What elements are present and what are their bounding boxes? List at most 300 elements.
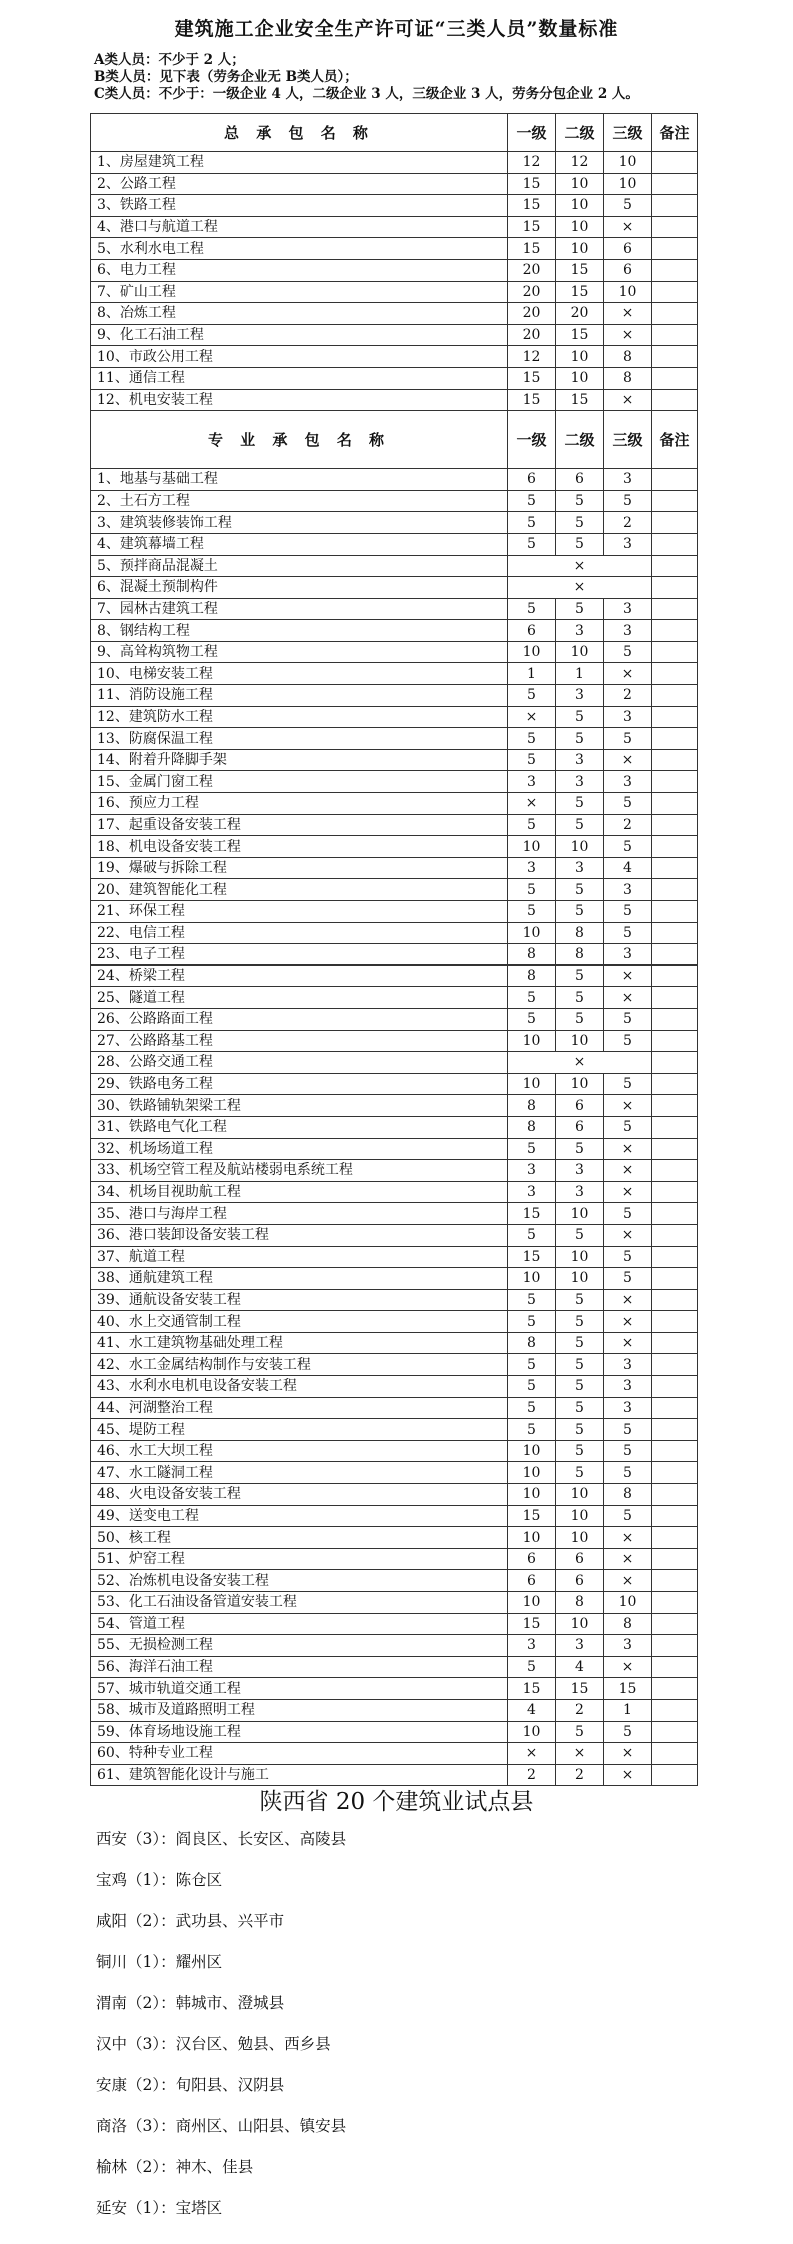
item-name: 17、起重设备安装工程 — [91, 814, 508, 836]
note-cell — [652, 152, 698, 174]
item-name: 5、水利水电工程 — [91, 238, 508, 260]
note-cell — [652, 749, 698, 771]
item-name: 11、消防设施工程 — [91, 685, 508, 707]
grade-1-count: 10 — [508, 836, 556, 858]
grade-1-count: 15 — [508, 238, 556, 260]
table-row — [91, 1592, 698, 1614]
item-name: 61、建筑智能化设计与施工 — [91, 1764, 508, 1786]
grade-3-count: 5 — [604, 641, 652, 663]
table-row — [91, 173, 698, 195]
grade-2-count: 6 — [556, 1570, 604, 1592]
grade-1-count: 5 — [508, 685, 556, 707]
item-name: 30、铁路铺轨架梁工程 — [91, 1095, 508, 1117]
grade-1-count: 10 — [508, 1030, 556, 1052]
county-item: 宝鸡（1）：陈仓区 — [96, 1871, 223, 1889]
item-name: 51、炉窑工程 — [91, 1548, 508, 1570]
item-name: 13、防腐保温工程 — [91, 728, 508, 750]
grade-3-count: × — [604, 663, 652, 685]
grade-3-count: 8 — [604, 1484, 652, 1506]
note-cell — [652, 1721, 698, 1743]
grade-1-count: × — [508, 706, 556, 728]
grade-1-count: 10 — [508, 1462, 556, 1484]
table-row — [91, 1073, 698, 1095]
county-item: 汉中（3）：汉台区、勉县、西乡县 — [96, 2035, 331, 2053]
table-row — [91, 987, 698, 1009]
grade-3-count: 3 — [604, 879, 652, 901]
county-item: 渭南（2）：韩城市、澄城县 — [96, 1994, 285, 2012]
grade-3-count: 5 — [604, 490, 652, 512]
table-row — [91, 1052, 698, 1074]
table-row — [91, 490, 698, 512]
header-grade-2: 二级 — [556, 114, 604, 152]
table-row — [91, 1138, 698, 1160]
item-name: 6、混凝土预制构件 — [91, 577, 508, 599]
table-row — [91, 346, 698, 368]
note-cell — [652, 728, 698, 750]
grade-3-count: 6 — [604, 238, 652, 260]
grade-2-count: × — [556, 1743, 604, 1765]
grade-2-count: 5 — [556, 490, 604, 512]
note-cell — [652, 857, 698, 879]
item-name: 45、堤防工程 — [91, 1419, 508, 1441]
grade-1-count: 5 — [508, 728, 556, 750]
table-row — [91, 1008, 698, 1030]
grade-3-count: × — [604, 303, 652, 325]
grade-3-count: 3 — [604, 706, 652, 728]
grade-2-count: 5 — [556, 1440, 604, 1462]
grade-2-count: 12 — [556, 152, 604, 174]
table-row — [91, 1462, 698, 1484]
grade-1-count: 5 — [508, 1376, 556, 1398]
table-row — [91, 620, 698, 642]
table-row — [91, 1289, 698, 1311]
item-name: 22、电信工程 — [91, 922, 508, 944]
grade-1-count: 8 — [508, 944, 556, 966]
item-name: 57、城市轨道交通工程 — [91, 1678, 508, 1700]
grade-1-count: 15 — [508, 173, 556, 195]
table-row — [91, 324, 698, 346]
grade-1-count: 6 — [508, 1570, 556, 1592]
item-name: 37、航道工程 — [91, 1246, 508, 1268]
table-row — [91, 1354, 698, 1376]
table-row — [91, 1203, 698, 1225]
note-cell — [652, 1073, 698, 1095]
item-name: 10、市政公用工程 — [91, 346, 508, 368]
grade-2-count: 3 — [556, 771, 604, 793]
grade-3-count: × — [604, 965, 652, 987]
table-row — [91, 1311, 698, 1333]
grade-1-count: 5 — [508, 598, 556, 620]
table-row — [91, 965, 698, 987]
grade-2-count: 5 — [556, 879, 604, 901]
note-cell — [652, 281, 698, 303]
note-cell — [652, 922, 698, 944]
table-row — [91, 1699, 698, 1721]
grade-1-count: 3 — [508, 1160, 556, 1182]
grade-3-count: 2 — [604, 814, 652, 836]
header-grade-1: 一级 — [508, 411, 556, 469]
item-name: 2、公路工程 — [91, 173, 508, 195]
grade-2-count: 10 — [556, 195, 604, 217]
item-name: 26、公路路面工程 — [91, 1008, 508, 1030]
grade-2-count: 10 — [556, 346, 604, 368]
header-grade-2: 二级 — [556, 411, 604, 469]
note-cell — [652, 901, 698, 923]
note-cell — [652, 1699, 698, 1721]
note-cell — [652, 1030, 698, 1052]
grade-1-count: 5 — [508, 1008, 556, 1030]
grade-3-count: 5 — [604, 195, 652, 217]
table-row — [91, 512, 698, 534]
grade-2-count: 15 — [556, 1678, 604, 1700]
grade-1-count: 8 — [508, 1095, 556, 1117]
header-grade-3: 三级 — [604, 114, 652, 152]
note-cell — [652, 1419, 698, 1441]
grade-3-count: × — [604, 1332, 652, 1354]
grade-2-count: 5 — [556, 1376, 604, 1398]
table-row — [91, 1095, 698, 1117]
general-contract-header — [91, 114, 698, 152]
grade-2-count: 15 — [556, 324, 604, 346]
grade-3-count: 3 — [604, 1376, 652, 1398]
table-row — [91, 706, 698, 728]
note-cell — [652, 1246, 698, 1268]
grade-2-count: 3 — [556, 857, 604, 879]
table-row — [91, 577, 698, 599]
item-name: 54、管道工程 — [91, 1613, 508, 1635]
grade-1-count: 2 — [508, 1764, 556, 1786]
merged-grade-cell: × — [508, 1052, 652, 1074]
grade-1-count: 5 — [508, 1224, 556, 1246]
grade-3-count: 5 — [604, 1116, 652, 1138]
table-row — [91, 922, 698, 944]
table-row — [91, 1376, 698, 1398]
grade-2-count: 10 — [556, 1203, 604, 1225]
table-row — [91, 685, 698, 707]
grade-1-count: 10 — [508, 1527, 556, 1549]
grade-1-count: 5 — [508, 1289, 556, 1311]
header-note: 备注 — [652, 114, 698, 152]
grade-3-count: 1 — [604, 1699, 652, 1721]
grade-2-count: 5 — [556, 1138, 604, 1160]
general-header-name: 总 承 包 名 称 — [91, 114, 508, 152]
note-cell — [652, 1008, 698, 1030]
grade-2-count: 20 — [556, 303, 604, 325]
item-name: 52、冶炼机电设备安装工程 — [91, 1570, 508, 1592]
item-name: 55、无损检测工程 — [91, 1635, 508, 1657]
item-name: 41、水工建筑物基础处理工程 — [91, 1332, 508, 1354]
note-cell — [652, 663, 698, 685]
item-name: 6、电力工程 — [91, 259, 508, 281]
grade-3-count: 5 — [604, 836, 652, 858]
grade-1-count: 10 — [508, 1484, 556, 1506]
note-cell — [652, 195, 698, 217]
county-item: 铜川（1）：耀州区 — [96, 1953, 223, 1971]
table-row — [91, 1484, 698, 1506]
personnel-requirements — [94, 52, 639, 103]
table-row — [91, 944, 698, 966]
note-cell — [652, 533, 698, 555]
item-name: 7、矿山工程 — [91, 281, 508, 303]
grade-1-count: 5 — [508, 814, 556, 836]
item-name: 31、铁路电气化工程 — [91, 1116, 508, 1138]
note-cell — [652, 303, 698, 325]
grade-3-count: 5 — [604, 728, 652, 750]
grade-1-count: 3 — [508, 1181, 556, 1203]
item-name: 9、化工石油工程 — [91, 324, 508, 346]
grade-1-count: 10 — [508, 1592, 556, 1614]
grade-1-count: 5 — [508, 749, 556, 771]
grade-3-count: × — [604, 1160, 652, 1182]
grade-3-count: 5 — [604, 1268, 652, 1290]
grade-1-count: 15 — [508, 367, 556, 389]
grade-1-count: 3 — [508, 771, 556, 793]
grade-3-count: 3 — [604, 771, 652, 793]
table-row — [91, 1440, 698, 1462]
grade-2-count: 5 — [556, 814, 604, 836]
grade-2-count: 3 — [556, 620, 604, 642]
item-name: 19、爆破与拆除工程 — [91, 857, 508, 879]
item-name: 32、机场场道工程 — [91, 1138, 508, 1160]
note-cell — [652, 1743, 698, 1765]
county-item: 商洛（3）：商州区、山阳县、镇安县 — [96, 2117, 347, 2135]
table-row — [91, 1224, 698, 1246]
merged-grade-cell: × — [508, 577, 652, 599]
grade-3-count: × — [604, 1224, 652, 1246]
item-name: 59、体育场地设施工程 — [91, 1721, 508, 1743]
table-row — [91, 728, 698, 750]
item-name: 48、火电设备安装工程 — [91, 1484, 508, 1506]
note-cell — [652, 577, 698, 599]
table-row — [91, 749, 698, 771]
table-row — [91, 1181, 698, 1203]
table-row — [91, 281, 698, 303]
grade-2-count: 15 — [556, 281, 604, 303]
grade-3-count: × — [604, 1289, 652, 1311]
table-row — [91, 152, 698, 174]
grade-3-count: 3 — [604, 598, 652, 620]
grade-3-count: × — [604, 1656, 652, 1678]
table-row — [91, 857, 698, 879]
note-cell — [652, 1678, 698, 1700]
grade-3-count: × — [604, 324, 652, 346]
grade-3-count: × — [604, 1311, 652, 1333]
note-cell — [652, 259, 698, 281]
table-row — [91, 1505, 698, 1527]
grade-1-count: 12 — [508, 152, 556, 174]
table-row — [91, 879, 698, 901]
grade-1-count: 15 — [508, 1203, 556, 1225]
grade-3-count: 10 — [604, 1592, 652, 1614]
item-name: 8、冶炼工程 — [91, 303, 508, 325]
grade-3-count: 15 — [604, 1678, 652, 1700]
table-row — [91, 1419, 698, 1441]
grade-3-count: 3 — [604, 533, 652, 555]
table-row — [91, 1527, 698, 1549]
grade-1-count: 10 — [508, 1073, 556, 1095]
grade-1-count: 12 — [508, 346, 556, 368]
grade-1-count: 15 — [508, 1505, 556, 1527]
item-name: 50、核工程 — [91, 1527, 508, 1549]
note-cell — [652, 490, 698, 512]
grade-1-count: 5 — [508, 1138, 556, 1160]
grade-2-count: 5 — [556, 512, 604, 534]
grade-1-count: 5 — [508, 987, 556, 1009]
grade-1-count: 10 — [508, 1268, 556, 1290]
grade-3-count: 3 — [604, 620, 652, 642]
table-row — [91, 195, 698, 217]
grade-3-count: 5 — [604, 901, 652, 923]
grade-3-count: 6 — [604, 259, 652, 281]
grade-1-count: 8 — [508, 1116, 556, 1138]
note-cell — [652, 1181, 698, 1203]
note-cell — [652, 389, 698, 411]
note-cell — [652, 1203, 698, 1225]
grade-2-count: 10 — [556, 641, 604, 663]
note-cell — [652, 555, 698, 577]
grade-1-count: 4 — [508, 1699, 556, 1721]
grade-2-count: 8 — [556, 944, 604, 966]
table-row — [91, 1635, 698, 1657]
grade-2-count: 6 — [556, 469, 604, 491]
grade-1-count: 20 — [508, 259, 556, 281]
grade-3-count: 5 — [604, 1462, 652, 1484]
grade-1-count: 1 — [508, 663, 556, 685]
note-cell — [652, 685, 698, 707]
grade-2-count: 5 — [556, 793, 604, 815]
grade-2-count: 15 — [556, 259, 604, 281]
table-row — [91, 1570, 698, 1592]
note-cell — [652, 793, 698, 815]
grade-2-count: 5 — [556, 533, 604, 555]
item-name: 18、机电设备安装工程 — [91, 836, 508, 858]
grade-1-count: 8 — [508, 1332, 556, 1354]
grade-2-count: 10 — [556, 1505, 604, 1527]
grade-2-count: 5 — [556, 728, 604, 750]
table-row — [91, 238, 698, 260]
grade-2-count: 10 — [556, 1268, 604, 1290]
grade-1-count: 6 — [508, 620, 556, 642]
grade-3-count: 2 — [604, 685, 652, 707]
grade-3-count: 10 — [604, 173, 652, 195]
note-cell — [652, 1527, 698, 1549]
pilot-counties-title: 陕西省 20 个建筑业试点县 — [259, 1789, 534, 1815]
item-name: 2、土石方工程 — [91, 490, 508, 512]
grade-3-count: 3 — [604, 944, 652, 966]
table-row — [91, 533, 698, 555]
grade-2-count: 4 — [556, 1656, 604, 1678]
note-cell — [652, 1268, 698, 1290]
grade-3-count: 5 — [604, 922, 652, 944]
grade-2-count: 10 — [556, 367, 604, 389]
grade-2-count: 5 — [556, 1332, 604, 1354]
note-cell — [652, 1613, 698, 1635]
county-item: 西安（3）：阎良区、长安区、高陵县 — [96, 1830, 347, 1848]
grade-1-count: 10 — [508, 1721, 556, 1743]
grade-1-count: 5 — [508, 1397, 556, 1419]
grade-2-count: 5 — [556, 1311, 604, 1333]
grade-3-count: × — [604, 216, 652, 238]
grade-1-count: 20 — [508, 303, 556, 325]
grade-2-count: 5 — [556, 1224, 604, 1246]
item-name: 5、预拌商品混凝土 — [91, 555, 508, 577]
note-cell — [652, 1224, 698, 1246]
item-name: 4、建筑幕墙工程 — [91, 533, 508, 555]
item-name: 34、机场目视助航工程 — [91, 1181, 508, 1203]
grade-2-count: 5 — [556, 901, 604, 923]
item-name: 35、港口与海岸工程 — [91, 1203, 508, 1225]
note-cell — [652, 706, 698, 728]
grade-2-count: 8 — [556, 922, 604, 944]
table-row — [91, 1548, 698, 1570]
grade-1-count: 15 — [508, 1246, 556, 1268]
item-name: 58、城市及道路照明工程 — [91, 1699, 508, 1721]
item-name: 42、水工金属结构制作与安装工程 — [91, 1354, 508, 1376]
grade-3-count: × — [604, 389, 652, 411]
item-name: 4、港口与航道工程 — [91, 216, 508, 238]
grade-1-count: 10 — [508, 641, 556, 663]
item-name: 43、水利水电机电设备安装工程 — [91, 1376, 508, 1398]
note-cell — [652, 1635, 698, 1657]
grade-1-count: 5 — [508, 512, 556, 534]
grade-1-count: 15 — [508, 389, 556, 411]
note-cell — [652, 836, 698, 858]
note-cell — [652, 1440, 698, 1462]
merged-grade-cell: × — [508, 555, 652, 577]
note-cell — [652, 216, 698, 238]
item-name: 21、环保工程 — [91, 901, 508, 923]
grade-3-count: 5 — [604, 1721, 652, 1743]
table-row — [91, 836, 698, 858]
county-item: 延安（1）：宝塔区 — [96, 2199, 223, 2217]
table-row — [91, 216, 698, 238]
note-cell — [652, 1656, 698, 1678]
document-title: 建筑施工企业安全生产许可证“三类人员”数量标准 — [174, 18, 619, 40]
grade-3-count: 5 — [604, 1246, 652, 1268]
note-cell — [652, 1116, 698, 1138]
item-name: 25、隧道工程 — [91, 987, 508, 1009]
grade-3-count: 8 — [604, 1613, 652, 1635]
note-cell — [652, 944, 698, 966]
item-name: 53、化工石油设备管道安装工程 — [91, 1592, 508, 1614]
grade-2-count: 5 — [556, 1289, 604, 1311]
grade-2-count: 8 — [556, 1592, 604, 1614]
note-cell — [652, 1505, 698, 1527]
item-name: 1、地基与基础工程 — [91, 469, 508, 491]
item-name: 29、铁路电务工程 — [91, 1073, 508, 1095]
table-row — [91, 771, 698, 793]
header-grade-1: 一级 — [508, 114, 556, 152]
table-row — [91, 814, 698, 836]
grade-3-count: 10 — [604, 152, 652, 174]
grade-2-count: 10 — [556, 1073, 604, 1095]
grade-3-count: 5 — [604, 1008, 652, 1030]
item-name: 44、河湖整治工程 — [91, 1397, 508, 1419]
item-name: 11、通信工程 — [91, 367, 508, 389]
table-row — [91, 469, 698, 491]
county-item: 榆林（2）：神木、佳县 — [96, 2158, 254, 2176]
item-name: 36、港口装卸设备安装工程 — [91, 1224, 508, 1246]
note-cell — [652, 1160, 698, 1182]
grade-1-count: 15 — [508, 1678, 556, 1700]
header-note: 备注 — [652, 411, 698, 469]
item-name: 12、机电安装工程 — [91, 389, 508, 411]
table-row — [91, 555, 698, 577]
note-cell — [652, 987, 698, 1009]
table-row — [91, 1743, 698, 1765]
grade-2-count: 10 — [556, 1613, 604, 1635]
grade-2-count: 2 — [556, 1764, 604, 1786]
